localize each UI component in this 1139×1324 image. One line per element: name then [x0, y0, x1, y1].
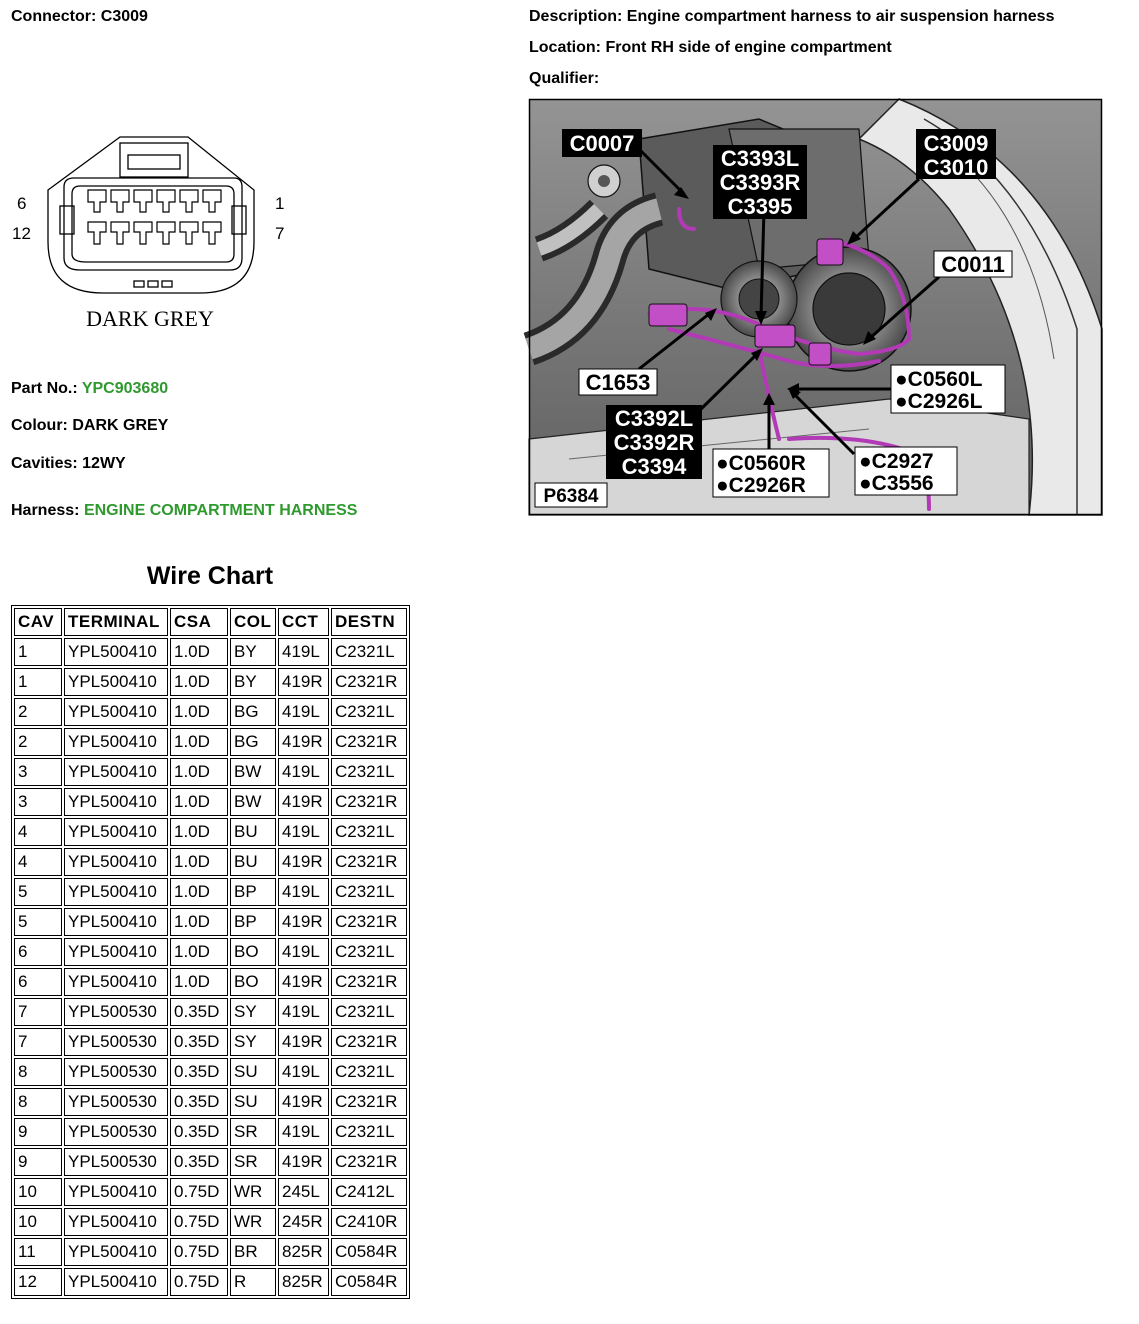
- cell-destn: C0584R: [331, 1238, 407, 1266]
- cell-csa: 1.0D: [170, 758, 228, 786]
- cell-cct: 419R: [278, 908, 329, 936]
- description-label: Description:: [529, 8, 623, 25]
- cell-destn: C2321L: [331, 698, 407, 726]
- cell-col: BO: [230, 968, 276, 996]
- cell-cav: 10: [14, 1178, 62, 1206]
- cell-col: BY: [230, 638, 276, 666]
- cell-cct: 419R: [278, 1028, 329, 1056]
- cell-cav: 4: [14, 848, 62, 876]
- cell-cav: 11: [14, 1238, 62, 1266]
- cavity-outline: [111, 222, 129, 244]
- cell-destn: C2321L: [331, 938, 407, 966]
- cell-destn: C2321R: [331, 968, 407, 996]
- cell-col: SU: [230, 1088, 276, 1116]
- cell-terminal: YPL500410: [64, 878, 168, 906]
- cell-destn: C2321L: [331, 818, 407, 846]
- qualifier-line: [529, 70, 599, 88]
- cell-terminal: YPL500530: [64, 1028, 168, 1056]
- table-row: [14, 1088, 407, 1116]
- cavities-line: [11, 455, 126, 473]
- wire-chart-table: [11, 605, 410, 1299]
- callout-c3556: ●C3556: [859, 472, 934, 495]
- cell-cav: 10: [14, 1208, 62, 1236]
- cell-destn: C2321L: [331, 1118, 407, 1146]
- colour-label: Colour:: [11, 417, 68, 434]
- cell-cct: 419R: [278, 1088, 329, 1116]
- callout-c0011: C0011: [941, 252, 1005, 277]
- cell-destn: C2321R: [331, 848, 407, 876]
- cell-terminal: YPL500530: [64, 1118, 168, 1146]
- cavities-label: Cavities:: [11, 455, 78, 472]
- cell-destn: C2321L: [331, 998, 407, 1026]
- table-row: [14, 878, 407, 906]
- callout-c3393l: C3393L: [720, 146, 800, 171]
- cell-cav: 3: [14, 788, 62, 816]
- callout-c0560l: ●C0560L: [895, 368, 983, 391]
- cell-col: SU: [230, 1058, 276, 1086]
- cell-cct: 419L: [278, 938, 329, 966]
- cell-col: BP: [230, 878, 276, 906]
- cell-terminal: YPL500410: [64, 1208, 168, 1236]
- cavity-outline: [111, 190, 129, 212]
- connector-face-diagram: [8, 130, 285, 340]
- cell-csa: 1.0D: [170, 788, 228, 816]
- col-header-destn: DESTN: [331, 608, 407, 636]
- table-row: [14, 818, 407, 846]
- cavity-outline: [203, 190, 221, 212]
- cell-terminal: YPL500410: [64, 758, 168, 786]
- cell-col: SR: [230, 1148, 276, 1176]
- table-row: [14, 698, 407, 726]
- table-row: [14, 998, 407, 1026]
- cell-col: WR: [230, 1208, 276, 1236]
- location-line: [529, 39, 892, 57]
- location-value: Front RH side of engine compartment: [605, 39, 892, 56]
- cavity-outline: [134, 222, 152, 244]
- pin-label-6: 6: [17, 194, 27, 213]
- wire-chart-header-row: [14, 608, 407, 636]
- cell-csa: 0.75D: [170, 1208, 228, 1236]
- cell-terminal: YPL500530: [64, 1058, 168, 1086]
- cell-cct: 419R: [278, 788, 329, 816]
- cell-cct: 419L: [278, 1058, 329, 1086]
- cell-cct: 419L: [278, 818, 329, 846]
- table-row: [14, 1238, 407, 1266]
- table-row: [14, 638, 407, 666]
- callout-c0007: C0007: [569, 131, 635, 156]
- cell-col: BW: [230, 788, 276, 816]
- table-row: [14, 758, 407, 786]
- cell-cct: 419L: [278, 998, 329, 1026]
- table-row: [14, 1208, 407, 1236]
- cavity-outline: [203, 222, 221, 244]
- cavity-outline: [157, 190, 175, 212]
- table-row: [14, 968, 407, 996]
- cell-csa: 0.35D: [170, 1088, 228, 1116]
- cell-csa: 1.0D: [170, 638, 228, 666]
- colour-line: [11, 417, 168, 435]
- cell-destn: C2321L: [331, 878, 407, 906]
- col-header-cct: CCT: [278, 608, 329, 636]
- cell-csa: 0.35D: [170, 998, 228, 1026]
- cell-col: R: [230, 1268, 276, 1296]
- cell-terminal: YPL500410: [64, 938, 168, 966]
- cell-csa: 0.75D: [170, 1238, 228, 1266]
- table-row: [14, 1178, 407, 1206]
- cell-cav: 8: [14, 1088, 62, 1116]
- cell-destn: C2321R: [331, 1088, 407, 1116]
- cell-terminal: YPL500410: [64, 968, 168, 996]
- cell-col: BG: [230, 698, 276, 726]
- col-header-cav: CAV: [14, 608, 62, 636]
- cell-cav: 6: [14, 968, 62, 996]
- cell-terminal: YPL500410: [64, 1268, 168, 1296]
- part-no-line: [11, 380, 168, 398]
- cell-cct: 419L: [278, 878, 329, 906]
- cell-cct: 825R: [278, 1238, 329, 1266]
- cell-cct: 419R: [278, 848, 329, 876]
- cell-terminal: YPL500410: [64, 668, 168, 696]
- cavity-outline: [180, 190, 198, 212]
- table-row: [14, 938, 407, 966]
- cell-cav: 12: [14, 1268, 62, 1296]
- callout-c3009: C3009: [923, 131, 989, 156]
- cell-cct: 419L: [278, 1118, 329, 1146]
- colour-value: DARK GREY: [72, 417, 169, 434]
- cell-col: BP: [230, 908, 276, 936]
- col-header-col: COL: [230, 608, 276, 636]
- callout-c3393r: C3393R: [719, 170, 801, 195]
- col-header-csa: CSA: [170, 608, 228, 636]
- cavity-outline: [157, 222, 175, 244]
- cell-col: BY: [230, 668, 276, 696]
- location-label: Location:: [529, 39, 601, 56]
- connector-value: C3009: [100, 8, 148, 25]
- cavity-outline: [134, 190, 152, 212]
- callout-c3395: C3395: [727, 194, 793, 219]
- cell-col: BW: [230, 758, 276, 786]
- cavities-value: 12WY: [82, 455, 126, 472]
- connector-line: [11, 8, 148, 26]
- cell-cav: 8: [14, 1058, 62, 1086]
- cell-terminal: YPL500410: [64, 638, 168, 666]
- connector-label: Connector:: [11, 8, 97, 25]
- cell-destn: C2321R: [331, 908, 407, 936]
- cavity-outline: [88, 190, 106, 212]
- cell-terminal: YPL500410: [64, 818, 168, 846]
- cell-csa: 0.35D: [170, 1028, 228, 1056]
- callout-c1653: C1653: [585, 370, 651, 395]
- cell-csa: 0.75D: [170, 1268, 228, 1296]
- cell-cav: 2: [14, 728, 62, 756]
- callout-c3392l: C3392L: [614, 406, 694, 431]
- cell-terminal: YPL500410: [64, 1178, 168, 1206]
- part-no-link[interactable]: YPC903680: [81, 380, 169, 397]
- table-row: [14, 1118, 407, 1146]
- cell-destn: C2410R: [331, 1208, 407, 1236]
- qualifier-label: Qualifier:: [529, 70, 600, 87]
- cell-cct: 419L: [278, 638, 329, 666]
- cell-terminal: YPL500530: [64, 1148, 168, 1176]
- pin-label-12: 12: [12, 224, 31, 243]
- cell-cav: 1: [14, 668, 62, 696]
- cell-col: WR: [230, 1178, 276, 1206]
- cavity-outline: [88, 222, 106, 244]
- callout-c2927: ●C2927: [859, 450, 934, 473]
- cell-destn: C2321L: [331, 758, 407, 786]
- cell-cav: 4: [14, 818, 62, 846]
- cell-csa: 1.0D: [170, 698, 228, 726]
- table-row: [14, 788, 407, 816]
- table-row: [14, 908, 407, 936]
- cell-csa: 0.35D: [170, 1148, 228, 1176]
- cell-terminal: YPL500410: [64, 848, 168, 876]
- cell-destn: C2412L: [331, 1178, 407, 1206]
- table-row: [14, 1268, 407, 1296]
- cell-destn: C2321R: [331, 1148, 407, 1176]
- cell-destn: C2321L: [331, 638, 407, 666]
- table-row: [14, 848, 407, 876]
- cell-cav: 1: [14, 638, 62, 666]
- cell-col: SY: [230, 1028, 276, 1056]
- cell-destn: C2321L: [331, 1058, 407, 1086]
- cell-csa: 1.0D: [170, 968, 228, 996]
- cell-csa: 0.35D: [170, 1118, 228, 1146]
- cell-cav: 2: [14, 698, 62, 726]
- cell-csa: 1.0D: [170, 668, 228, 696]
- harness-label: Harness:: [11, 502, 80, 519]
- cell-col: SR: [230, 1118, 276, 1146]
- table-row: [14, 1148, 407, 1176]
- description-value: Engine compartment harness to air suspension harness: [626, 8, 1055, 25]
- cell-csa: 0.35D: [170, 1058, 228, 1086]
- cell-terminal: YPL500410: [64, 1238, 168, 1266]
- cell-destn: C0584R: [331, 1268, 407, 1296]
- cell-cav: 3: [14, 758, 62, 786]
- cell-cav: 5: [14, 878, 62, 906]
- callout-c3394: C3394: [621, 454, 687, 479]
- cell-terminal: YPL500530: [64, 1088, 168, 1116]
- cell-col: BG: [230, 728, 276, 756]
- harness-link[interactable]: ENGINE COMPARTMENT HARNESS: [83, 502, 358, 519]
- table-row: [14, 668, 407, 696]
- part-no-label: Part No.:: [11, 380, 78, 397]
- cell-cct: 245L: [278, 1178, 329, 1206]
- cell-cct: 419R: [278, 1148, 329, 1176]
- cell-col: BO: [230, 938, 276, 966]
- cell-cav: 6: [14, 938, 62, 966]
- cell-cct: 419R: [278, 728, 329, 756]
- cell-csa: 1.0D: [170, 878, 228, 906]
- cell-csa: 1.0D: [170, 728, 228, 756]
- cell-terminal: YPL500410: [64, 908, 168, 936]
- cell-cav: 7: [14, 1028, 62, 1056]
- cell-cct: 419R: [278, 668, 329, 696]
- cell-cct: 419L: [278, 758, 329, 786]
- cell-col: BR: [230, 1238, 276, 1266]
- cell-col: BU: [230, 848, 276, 876]
- cell-cav: 9: [14, 1148, 62, 1176]
- cell-terminal: YPL500410: [64, 728, 168, 756]
- callout-c2926l: ●C2926L: [895, 390, 983, 413]
- cell-cct: 419L: [278, 698, 329, 726]
- callout-c2926r: ●C2926R: [716, 474, 806, 497]
- cell-destn: C2321R: [331, 728, 407, 756]
- cell-csa: 1.0D: [170, 908, 228, 936]
- col-header-terminal: TERMINAL: [64, 608, 168, 636]
- cell-csa: 1.0D: [170, 818, 228, 846]
- cell-destn: C2321R: [331, 788, 407, 816]
- cell-cct: 245R: [278, 1208, 329, 1236]
- cell-col: BU: [230, 818, 276, 846]
- cavity-outline: [180, 222, 198, 244]
- cell-terminal: YPL500410: [64, 698, 168, 726]
- cell-cct: 825R: [278, 1268, 329, 1296]
- cell-cct: 419R: [278, 968, 329, 996]
- wire-chart-title: Wire Chart: [146, 562, 274, 590]
- cell-csa: 1.0D: [170, 938, 228, 966]
- cell-cav: 7: [14, 998, 62, 1026]
- cell-terminal: YPL500410: [64, 788, 168, 816]
- cell-csa: 1.0D: [170, 848, 228, 876]
- cell-destn: C2321R: [331, 1028, 407, 1056]
- table-row: [14, 1058, 407, 1086]
- cell-terminal: YPL500530: [64, 998, 168, 1026]
- location-photo: [529, 99, 1102, 515]
- pin-label-7: 7: [275, 224, 285, 243]
- harness-line: [11, 502, 357, 520]
- cell-destn: C2321R: [331, 668, 407, 696]
- cell-cav: 5: [14, 908, 62, 936]
- cell-col: SY: [230, 998, 276, 1026]
- callout-c3010: C3010: [923, 155, 989, 180]
- cell-cav: 9: [14, 1118, 62, 1146]
- colour-caption: DARK GREY: [86, 306, 214, 331]
- cell-csa: 0.75D: [170, 1178, 228, 1206]
- photo-reference: P6384: [543, 486, 599, 507]
- callout-c3392r: C3392R: [613, 430, 695, 455]
- description-line: [529, 8, 1054, 26]
- table-row: [14, 728, 407, 756]
- table-row: [14, 1028, 407, 1056]
- pin-label-1: 1: [275, 194, 285, 213]
- callout-c0560r: ●C0560R: [716, 452, 806, 475]
